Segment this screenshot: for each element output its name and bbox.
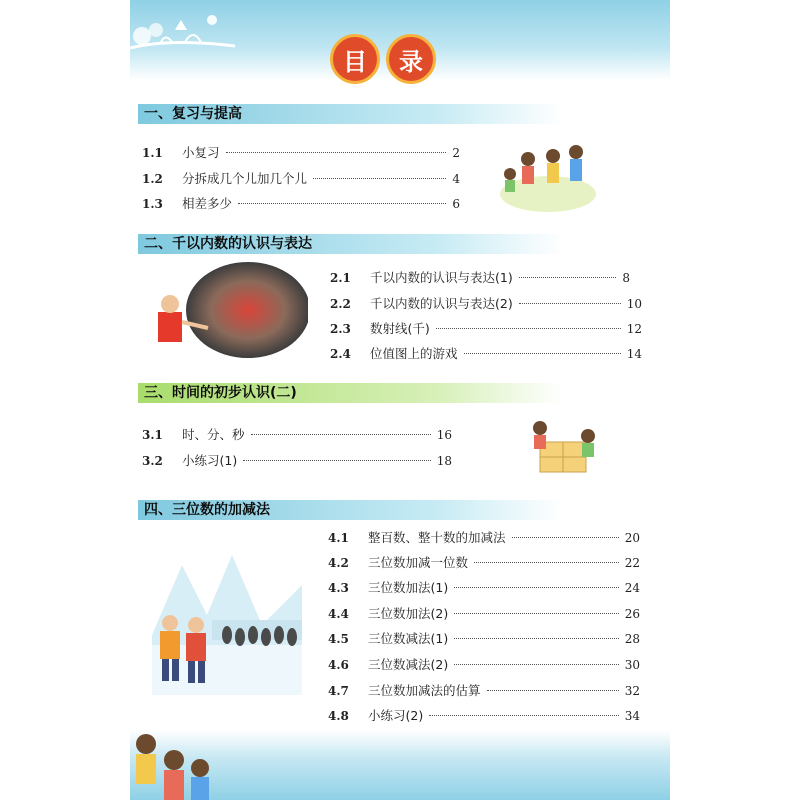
dot-leader bbox=[429, 715, 619, 716]
entry-title: 三位数加法(2) bbox=[368, 606, 449, 621]
toc-entry[interactable] bbox=[142, 143, 460, 163]
toc-entry[interactable] bbox=[328, 578, 640, 598]
dot-leader bbox=[436, 328, 621, 329]
entry-number: 2.1 bbox=[330, 271, 351, 285]
entry-page: 32 bbox=[624, 684, 640, 698]
dot-leader bbox=[243, 460, 431, 461]
dot-leader bbox=[519, 277, 617, 278]
children-at-table-illustration bbox=[522, 412, 602, 482]
entry-number: 4.8 bbox=[328, 709, 349, 723]
entry-page: 28 bbox=[624, 632, 640, 646]
toc-entry[interactable] bbox=[328, 528, 640, 548]
entry-title: 三位数减法(2) bbox=[368, 657, 449, 672]
dot-leader bbox=[313, 178, 446, 179]
entry-page: 16 bbox=[436, 428, 452, 442]
dot-leader bbox=[512, 537, 619, 538]
toc-entry[interactable] bbox=[330, 344, 642, 364]
entry-title: 整百数、整十数的加减法 bbox=[368, 530, 506, 545]
entry-number: 2.3 bbox=[330, 322, 351, 336]
section-header-2: 二、千以内数的认识与表达 bbox=[138, 234, 564, 254]
entry-number: 2.4 bbox=[330, 347, 351, 361]
entry-page: 22 bbox=[624, 556, 640, 570]
entry-title: 千以内数的认识与表达(2) bbox=[370, 296, 513, 311]
dot-leader bbox=[464, 353, 621, 354]
page-title bbox=[330, 34, 436, 84]
entry-title: 分拆成几个儿加几个儿 bbox=[182, 171, 308, 186]
section-header-3: 三、时间的初步认识(二) bbox=[138, 383, 564, 403]
entry-number: 4.3 bbox=[328, 581, 349, 595]
entry-number: 3.2 bbox=[142, 454, 163, 468]
entry-page: 14 bbox=[626, 347, 642, 361]
entry-number: 4.6 bbox=[328, 658, 349, 672]
entry-title: 三位数加减法的估算 bbox=[368, 683, 481, 698]
dot-leader bbox=[454, 587, 619, 588]
entry-number: 3.1 bbox=[142, 428, 163, 442]
toc-entry[interactable] bbox=[142, 169, 460, 189]
entry-title: 数射线(千) bbox=[370, 321, 430, 336]
title-char-2: 录 bbox=[386, 34, 436, 84]
dot-leader bbox=[519, 303, 621, 304]
dot-leader bbox=[454, 638, 619, 639]
dot-leader bbox=[251, 434, 431, 435]
entry-number: 4.2 bbox=[328, 556, 349, 570]
entry-page: 4 bbox=[452, 172, 460, 186]
toc-entry[interactable] bbox=[142, 425, 452, 445]
branch-bird-decoration bbox=[130, 8, 240, 58]
entry-page: 8 bbox=[622, 271, 630, 285]
entry-number: 2.2 bbox=[330, 297, 351, 311]
entry-page: 30 bbox=[624, 658, 640, 672]
entry-number: 1.1 bbox=[142, 146, 163, 160]
entry-number: 4.5 bbox=[328, 632, 349, 646]
entry-number: 1.3 bbox=[142, 197, 163, 211]
title-char-1: 目 bbox=[330, 34, 380, 84]
toc-entry[interactable] bbox=[330, 319, 642, 339]
entry-title: 时、分、秒 bbox=[182, 427, 245, 442]
entry-title: 小复习 bbox=[182, 145, 220, 160]
dot-leader bbox=[238, 203, 446, 204]
toc-entry[interactable] bbox=[328, 629, 640, 649]
entry-title: 小练习(1) bbox=[182, 453, 238, 468]
entry-number: 4.4 bbox=[328, 607, 349, 621]
toc-entry[interactable] bbox=[142, 451, 452, 471]
toc-entry[interactable] bbox=[330, 268, 630, 288]
entry-number: 4.1 bbox=[328, 531, 349, 545]
entry-title: 相差多少 bbox=[182, 196, 233, 211]
entry-page: 18 bbox=[436, 454, 452, 468]
entry-page: 24 bbox=[624, 581, 640, 595]
dot-leader bbox=[226, 152, 447, 153]
toc-page bbox=[130, 0, 670, 800]
stadium-crowd-illustration bbox=[158, 262, 308, 362]
entry-number: 4.7 bbox=[328, 684, 349, 698]
dot-leader bbox=[474, 562, 619, 563]
entry-title: 小练习(2) bbox=[368, 708, 424, 723]
winter-penguins-illustration bbox=[152, 545, 302, 695]
section-header-4: 四、三位数的加减法 bbox=[138, 500, 564, 520]
toc-entry[interactable] bbox=[330, 294, 642, 314]
toc-entry[interactable] bbox=[328, 706, 640, 726]
toc-entry[interactable] bbox=[328, 681, 640, 701]
entry-number: 1.2 bbox=[142, 172, 163, 186]
entry-title: 位值图上的游戏 bbox=[370, 346, 458, 361]
dot-leader bbox=[454, 664, 619, 665]
entry-page: 20 bbox=[624, 531, 640, 545]
entry-title: 三位数加法(1) bbox=[368, 580, 449, 595]
entry-page: 34 bbox=[624, 709, 640, 723]
entry-title: 三位数减法(1) bbox=[368, 631, 449, 646]
toc-entry[interactable] bbox=[328, 604, 640, 624]
section-header-1: 一、复习与提高 bbox=[138, 104, 564, 124]
entry-page: 12 bbox=[626, 322, 642, 336]
toc-entry[interactable] bbox=[328, 655, 640, 675]
entry-page: 10 bbox=[626, 297, 642, 311]
toc-entry[interactable] bbox=[328, 553, 640, 573]
entry-page: 6 bbox=[452, 197, 460, 211]
entry-title: 三位数加减一位数 bbox=[368, 555, 469, 570]
entry-page: 26 bbox=[624, 607, 640, 621]
toc-entry[interactable] bbox=[142, 194, 460, 214]
children-playing-illustration bbox=[498, 134, 598, 214]
entry-title: 千以内数的认识与表达(1) bbox=[370, 270, 513, 285]
dot-leader bbox=[487, 690, 619, 691]
kids-corner-illustration bbox=[130, 720, 220, 800]
dot-leader bbox=[454, 613, 619, 614]
entry-page: 2 bbox=[452, 146, 460, 160]
